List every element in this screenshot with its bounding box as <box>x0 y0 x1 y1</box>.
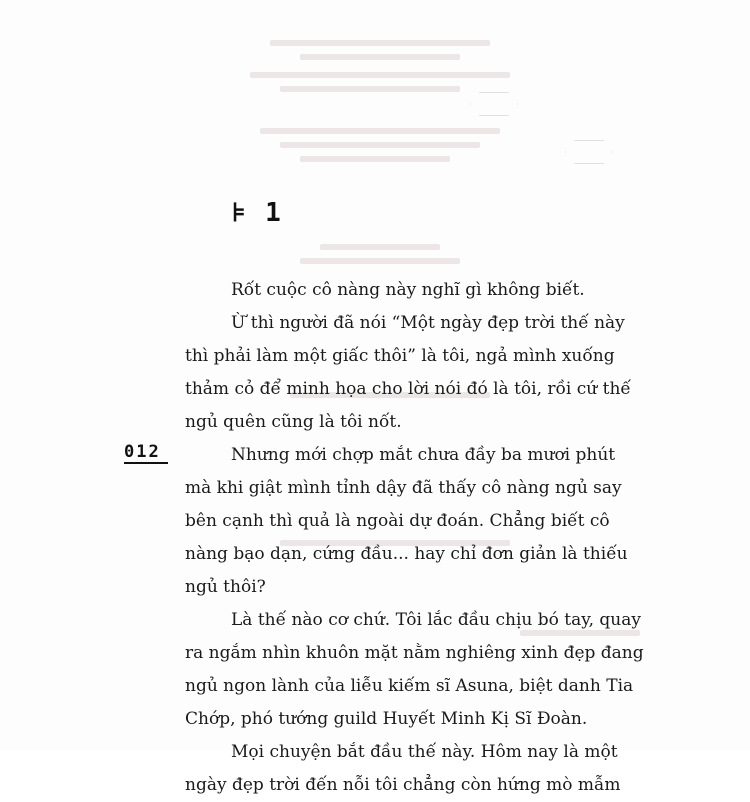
text-line: nàng bạo dạn, cứng đầu... hay chỉ đơn giản là thiếu <box>185 544 628 564</box>
text-line: Ừ thì người đã nói “Một ngày đẹp trời thế này <box>231 313 625 333</box>
bleed-through-line <box>300 258 460 264</box>
text-line: ngày đẹp trời đến nỗi tôi chẳng còn hứng mò mẫm <box>185 775 621 795</box>
bleed-through-line <box>260 128 500 134</box>
bleed-through-line <box>300 156 450 162</box>
page-number: 012 <box>124 442 161 462</box>
chapter-mark: ⊧ 1 <box>232 198 283 228</box>
body-text <box>185 274 644 802</box>
text-line: ngủ ngon lành của liễu kiếm sĩ Asuna, biệt danh Tia <box>185 676 634 696</box>
bleed-through-line <box>280 86 460 92</box>
page-number-underline <box>124 462 168 464</box>
text-line: thì phải làm một giấc thôi” là tôi, ngả mình xuống <box>185 346 615 366</box>
text-line: thảm cỏ để minh họa cho lời nói đó là tôi, rồi cứ thế <box>185 379 631 399</box>
text-line: bên cạnh thì quả là ngoài dự đoán. Chẳng biết cô <box>185 511 610 531</box>
text-line: Nhưng mới chợp mắt chưa đầy ba mươi phút <box>231 445 616 465</box>
bleed-through-line <box>320 244 440 250</box>
text-line: ngủ quên cũng là tôi nốt. <box>185 412 402 432</box>
bleed-through-line <box>270 40 490 46</box>
text-line: Là thế nào cơ chứ. Tôi lắc đầu chịu bó tay, quay <box>231 610 641 630</box>
text-line: Mọi chuyện bắt đầu thế này. Hôm nay là một <box>231 742 618 762</box>
bleed-through-line <box>280 142 480 148</box>
text-line: mà khi giật mình tỉnh dậy đã thấy cô nàng ngủ say <box>185 478 622 498</box>
text-line: ngủ thôi? <box>185 577 266 597</box>
text-line: Rốt cuộc cô nàng này nghĩ gì không biết. <box>231 280 585 300</box>
bleed-through-hexagon <box>565 140 613 164</box>
text-line: ra ngắm nhìn khuôn mặt nằm nghiêng xinh đẹp đang <box>185 643 644 663</box>
bleed-through-hexagon <box>470 92 518 116</box>
bleed-through-line <box>300 54 460 60</box>
text-line: Chớp, phó tướng guild Huyết Minh Kị Sĩ Đoàn. <box>185 709 588 729</box>
bleed-through-line <box>250 72 510 78</box>
